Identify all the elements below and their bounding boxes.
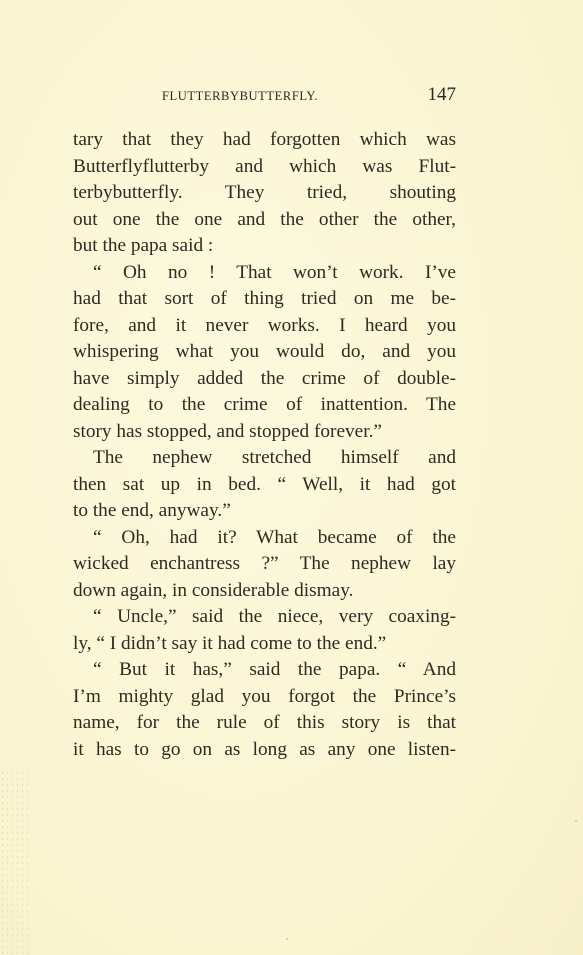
running-title: FLUTTERBYBUTTERFLY. [162,89,319,103]
paper-speck [575,820,577,822]
text-line: tary that they had forgotten which was [73,129,456,150]
text-line: ly, “ I didn’t say it had come to the end.” [73,632,387,654]
text-line: fore, and it never works. I heard you [73,314,456,336]
text-line: out one the one and the other the other, [73,208,456,230]
text-line: whispering what you would do, and you [73,341,456,362]
text-line: terbybutterfly. They tried, shouting [73,182,456,203]
text-line: then sat up in bed. “ Well, it had got [73,473,456,495]
text-line: but the papa said : [73,235,214,256]
text-line: have simply added the crime of double- [73,367,456,389]
text-line: “ Oh, had it? What became of the [93,526,456,548]
text-line: story has stopped, and stopped forever.” [73,420,382,442]
text-line: The nephew stretched himself and [93,447,456,468]
text-line: “ But it has,” said the papa. “ And [93,659,456,680]
text-line: I’m mighty glad you forgot the Prince’s [73,685,456,707]
running-head [74,84,456,108]
paper-edge-texture [0,770,30,955]
text-line: “ Uncle,” said the niece, very coaxing- [93,606,456,627]
text-line: wicked enchantress ?” The nephew lay [73,553,456,574]
page-number: 147 [427,84,456,105]
text-line: to the end, anyway.” [73,500,231,521]
text-line: dealing to the crime of inattention. The [73,394,456,415]
paper-speck [286,938,288,940]
text-line: Butterflyflutterby and which was Flut- [73,155,456,177]
text-line: name, for the rule of this story is that [73,712,456,733]
text-line: down again, in considerable dismay. [73,579,354,601]
text-line: “ Oh no ! That won’t work. I’ve [93,261,456,283]
text-line: had that sort of thing tried on me be- [73,288,456,309]
text-line: it has to go on as long as any one listen- [73,738,456,760]
body-text [73,127,456,763]
